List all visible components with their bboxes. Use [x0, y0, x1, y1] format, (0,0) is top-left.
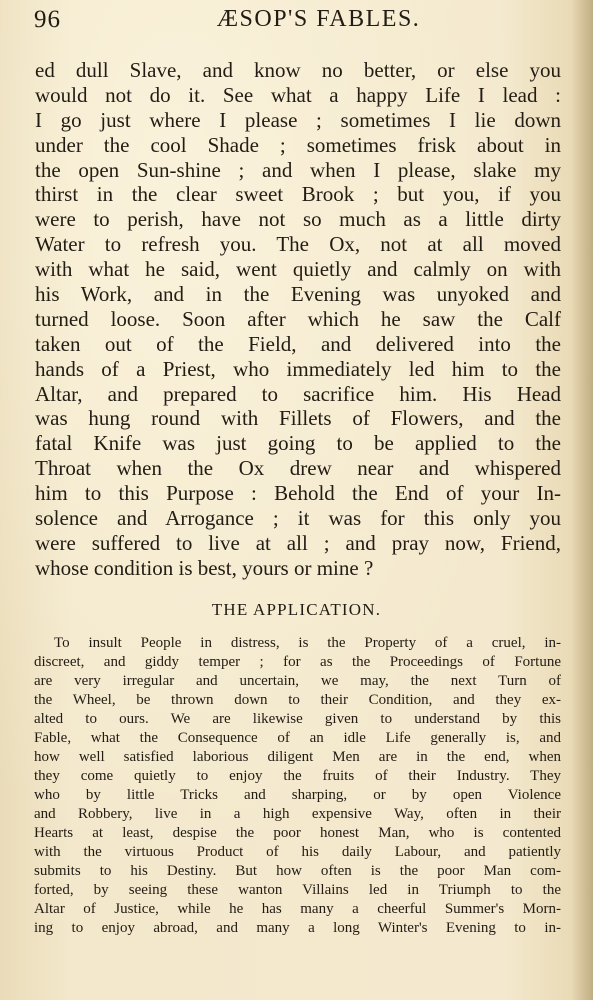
application-text: [34, 634, 561, 938]
running-head: ÆSOP'S FABLES.: [216, 6, 421, 32]
fable-line: the open Sun-shine ; and when I please, slake my: [35, 157, 561, 182]
application-heading: THE APPLICATION.: [211, 600, 382, 619]
application-line: Fable, what the Consequence of an idle Life generally is, and: [34, 730, 561, 746]
application-line: how well satisfied laborious diligent Men are in the end, when: [34, 749, 561, 765]
application-line: Hearts at least, despise the poor honest Man, who is contented: [34, 825, 561, 841]
application-line: the Wheel, be thrown down to their Condition, and they ex-: [34, 692, 561, 708]
fable-line: were to perish, have not so much as a little dirty: [35, 207, 561, 232]
application-line: who by little Tricks and sharping, or by open Violence: [34, 787, 561, 803]
page-header: [34, 4, 563, 38]
fable-line: I go just where I please ; sometimes I lie down: [35, 107, 561, 132]
application-line: they come quietly to enjoy the fruits of their Industry. They: [34, 768, 561, 784]
page-number: 96: [34, 6, 61, 33]
fable-line: fatal Knife was just going to be applied to the: [35, 431, 561, 456]
application-line: ing to enjoy abroad, and many a long Winter's Evening to in-: [34, 920, 561, 936]
application-line: Altar of Justice, while he has many a cheerful Summer's Morn-: [34, 901, 561, 917]
application-line: and Robbery, live in a high expensive Way, often in their: [34, 806, 561, 822]
fable-line: him to this Purpose : Behold the End of your In-: [35, 481, 561, 506]
application-line: forted, by seeing these wanton Villains led in Triumph to the: [34, 882, 561, 898]
page-gutter-shadow: [571, 0, 593, 1000]
fable-text: [35, 58, 561, 581]
fable-line: was hung round with Fillets of Flowers, and the: [35, 406, 561, 431]
application-line: alted to ours. We are likewise given to understand by this: [34, 711, 561, 727]
fable-line: hands of a Priest, who immediately led him to the: [35, 356, 561, 381]
fable-line: turned loose. Soon after which he saw the Calf: [35, 306, 561, 331]
fable-line: Altar, and prepared to sacrifice him. His Head: [35, 381, 561, 406]
fable-line: with what he said, went quietly and calmly on with: [35, 257, 561, 282]
fable-line: taken out of the Field, and delivered into the: [35, 331, 561, 356]
fable-line: Throat when the Ox drew near and whispered: [35, 456, 561, 481]
fable-line: would not do it. See what a happy Life I lead :: [35, 82, 561, 107]
application-line: with the virtuous Product of his daily Labour, and patiently: [34, 844, 561, 860]
fable-line: thirst in the clear sweet Brook ; but you, if you: [35, 182, 561, 207]
application-line: submits to his Destiny. But how often is the poor Man com-: [34, 863, 561, 879]
application-line: are very irregular and uncertain, we may, the next Turn of: [34, 673, 561, 689]
fable-line: under the cool Shade ; sometimes frisk about in: [35, 132, 561, 157]
fable-line: were suffered to live at all ; and pray now, Friend,: [35, 530, 561, 555]
fable-line: ed dull Slave, and know no better, or else you: [35, 58, 561, 82]
fable-line: Water to refresh you. The Ox, not at all moved: [35, 232, 561, 257]
fable-line: whose condition is best, yours or mine ?: [35, 555, 374, 580]
fable-line: solence and Arrogance ; it was for this only you: [35, 506, 561, 531]
fable-line: his Work, and in the Evening was unyoked and: [35, 282, 561, 307]
application-line: discreet, and giddy temper ; for as the Proceedings of Fortune: [34, 654, 561, 670]
application-line: To insult People in distress, is the Property of a cruel, in-: [54, 635, 561, 651]
